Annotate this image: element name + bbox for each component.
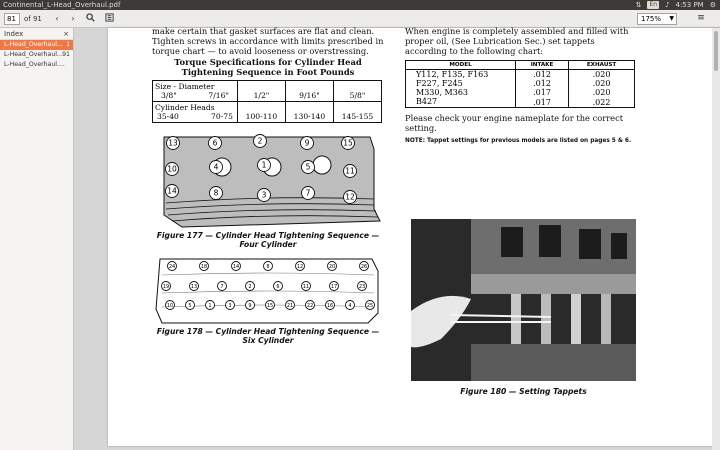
bolt-number: 7 <box>220 283 224 290</box>
bolt-number: 14 <box>167 186 177 196</box>
bolt-number: 5 <box>188 302 192 309</box>
bolt-number: 9 <box>304 138 310 148</box>
vertical-scrollbar[interactable] <box>712 28 720 450</box>
torque-value: 145-155 <box>333 102 381 123</box>
torque-title-line: Tightening Sequence in Foot Pounds <box>181 67 355 77</box>
tappet-exhaust: .020 <box>592 88 611 97</box>
bolt-number: 11 <box>302 283 310 290</box>
sidebar-heading: Index <box>4 30 24 38</box>
bolt-number: 11 <box>345 166 355 176</box>
torque-size-cell <box>153 81 238 102</box>
caption-line: Figure 178 — Cylinder Head Tightening Sequence — <box>156 327 380 336</box>
bolt-number: 1 <box>208 302 212 309</box>
bolt-number: 13 <box>168 138 178 148</box>
figure-177-caption <box>152 231 384 249</box>
bolt-number: 4 <box>348 302 352 309</box>
tappet-exhaust: .020 <box>592 79 611 88</box>
tappet-model: M330, M363 <box>406 88 516 97</box>
tappet-row <box>406 88 635 97</box>
bolt-number: 3 <box>228 302 232 309</box>
document-viewer[interactable] <box>75 28 720 450</box>
tappet-header: INTAKE <box>516 61 569 70</box>
torque-size: 9/16" <box>285 81 333 102</box>
page-count-label: of 91 <box>24 15 42 23</box>
sidebar-header <box>0 28 73 40</box>
tappet-model: B427 <box>406 97 516 108</box>
tappet-intake: .017 <box>516 97 569 108</box>
left-column <box>152 28 384 345</box>
gear-icon[interactable]: ⚙ <box>709 1 716 9</box>
torque-value: 100-110 <box>237 102 285 123</box>
tappet-intake: .012 <box>516 79 569 88</box>
bolt-number: 6 <box>276 283 280 290</box>
bolt-number: 18 <box>200 263 208 270</box>
torque-size: 5/8" <box>333 81 381 102</box>
bolt-number: 25 <box>366 302 374 309</box>
figure-177 <box>152 129 384 231</box>
tappet-model: F227, F245 <box>406 79 516 88</box>
tappet-row <box>406 70 635 80</box>
clock[interactable]: 4:53 PM <box>675 1 704 9</box>
bolt-number: 17 <box>330 283 338 290</box>
zoom-value: 175% <box>641 15 662 23</box>
tappet-row <box>406 97 635 108</box>
tappet-intake: .012 <box>516 70 569 80</box>
page-number-input[interactable]: 81 <box>4 13 20 25</box>
bolt-number: 8 <box>266 263 270 270</box>
bolt-number: 2 <box>248 283 252 290</box>
bolt-number: 8 <box>213 188 219 198</box>
figure-178-caption <box>152 327 384 345</box>
sidebar-toggle-icon[interactable] <box>102 13 116 25</box>
window-title: Continental_L-Head_Overhaul.pdf <box>3 1 121 9</box>
bolt-number: 4 <box>213 162 219 172</box>
bolt-number: 15 <box>266 302 274 309</box>
bolt-number: 26 <box>360 263 368 270</box>
torque-value: 35-40 <box>157 112 179 121</box>
next-page-icon[interactable]: › <box>71 14 75 23</box>
engine-photo-illustration <box>411 219 636 381</box>
close-icon[interactable]: × <box>63 30 69 38</box>
bolt-number: 24 <box>168 263 176 270</box>
sidebar-item-label: L-Head_Overhaul... <box>4 41 63 48</box>
setting-tappets-photo <box>411 219 636 381</box>
bolt-number: 5 <box>305 162 311 172</box>
hamburger-menu-icon[interactable]: ≡ <box>697 13 705 23</box>
caption-line: Figure 177 — Cylinder Head Tightening Sequence — <box>156 231 380 240</box>
check-nameplate-text: Please check your engine nameplate for the correct setting. <box>405 113 624 133</box>
bolt-number: 10 <box>167 164 177 174</box>
bolt-number: 12 <box>345 192 355 202</box>
tappet-table <box>405 60 635 108</box>
bolt-number: 21 <box>286 302 294 309</box>
sidebar-item-page: 91 <box>62 51 70 58</box>
bolt-number: 16 <box>326 302 334 309</box>
torque-title <box>152 57 384 77</box>
previous-page-icon[interactable]: ‹ <box>55 14 59 23</box>
bolt-number: 12 <box>296 263 304 270</box>
bolt-number: 1 <box>261 160 267 170</box>
pdf-page <box>108 28 720 446</box>
tappet-header: EXHAUST <box>569 61 635 70</box>
torque-value: 70-75 <box>211 112 233 121</box>
figure-178 <box>152 253 384 327</box>
network-icon[interactable]: ⇅ <box>635 1 642 9</box>
torque-row-label: Cylinder Heads <box>155 103 215 112</box>
bolt-number: 14 <box>232 263 240 270</box>
bolt-number: 6 <box>212 138 218 148</box>
volume-icon[interactable]: ♪ <box>665 1 670 9</box>
caption-line: Four Cylinder <box>239 240 297 249</box>
torque-row-cell <box>153 102 238 123</box>
caption-line: Six Cylinder <box>242 336 294 345</box>
bolt-number: 10 <box>166 302 174 309</box>
four-cylinder-head-diagram <box>152 129 384 231</box>
tappet-intro: When engine is completely assembled and filled with proper oil, (See Lubrication Sec.) set tappets according to the following chart: <box>405 26 629 56</box>
bolt-number: 7 <box>305 188 311 198</box>
bolt-number: 15 <box>343 138 353 148</box>
sidebar-index <box>0 28 74 450</box>
six-cylinder-head-diagram <box>152 253 384 327</box>
tappet-model: Y112, F135, F163 <box>406 70 516 80</box>
bolt-number: 3 <box>261 190 267 200</box>
scrollbar-thumb[interactable] <box>714 31 718 71</box>
bolt-number: 20 <box>328 263 336 270</box>
search-icon[interactable] <box>83 13 97 25</box>
system-tray <box>636 0 716 10</box>
sidebar-item-1[interactable] <box>0 40 73 50</box>
torque-size: 1/2" <box>237 81 285 102</box>
torque-title-line: Torque Specifications for Cylinder Head <box>174 57 362 67</box>
torque-size-label: Size - Diameter <box>155 82 215 91</box>
window-titlebar <box>0 0 720 10</box>
sidebar-item-2[interactable] <box>0 50 73 60</box>
bolt-number: 13 <box>190 283 198 290</box>
bolt-number: 19 <box>162 283 170 290</box>
tappet-intake: .017 <box>516 88 569 97</box>
right-column <box>405 28 637 144</box>
figure-180-caption: Figure 180 — Setting Tappets <box>460 387 587 396</box>
torque-size: 3/8" <box>161 91 177 100</box>
zoom-select[interactable] <box>637 13 677 25</box>
keyboard-layout-indicator[interactable]: En <box>649 1 658 8</box>
sidebar-item-3[interactable] <box>0 60 73 70</box>
torque-value: 130-140 <box>285 102 333 123</box>
chevron-down-icon: ▼ <box>669 15 674 22</box>
bolt-number: 2 <box>257 136 263 146</box>
sidebar-item-label: L-Head_Overhaul.... <box>4 61 65 68</box>
bolt-number: 22 <box>306 302 314 309</box>
bolt-number: 9 <box>248 302 252 309</box>
sidebar-item-page: 1 <box>66 41 70 48</box>
tappet-row <box>406 79 635 88</box>
tappet-note: NOTE: Tappet settings for previous models are listed on pages 5 & 6. <box>405 138 632 144</box>
torque-size: 7/16" <box>208 91 229 100</box>
tappet-exhaust: .022 <box>592 97 611 107</box>
torque-table <box>152 80 382 123</box>
tappet-exhaust: .020 <box>592 70 611 79</box>
tappet-header: MODEL <box>406 61 516 70</box>
bolt-number: 23 <box>358 283 366 290</box>
sidebar-item-label: L-Head_Overhaul... <box>4 51 63 58</box>
intro-paragraph: make certain that gasket surfaces are flat and clean. Tighten screws in accordance with limits prescribed in torque chart — to avoid looseness or overstressing. <box>152 26 384 56</box>
